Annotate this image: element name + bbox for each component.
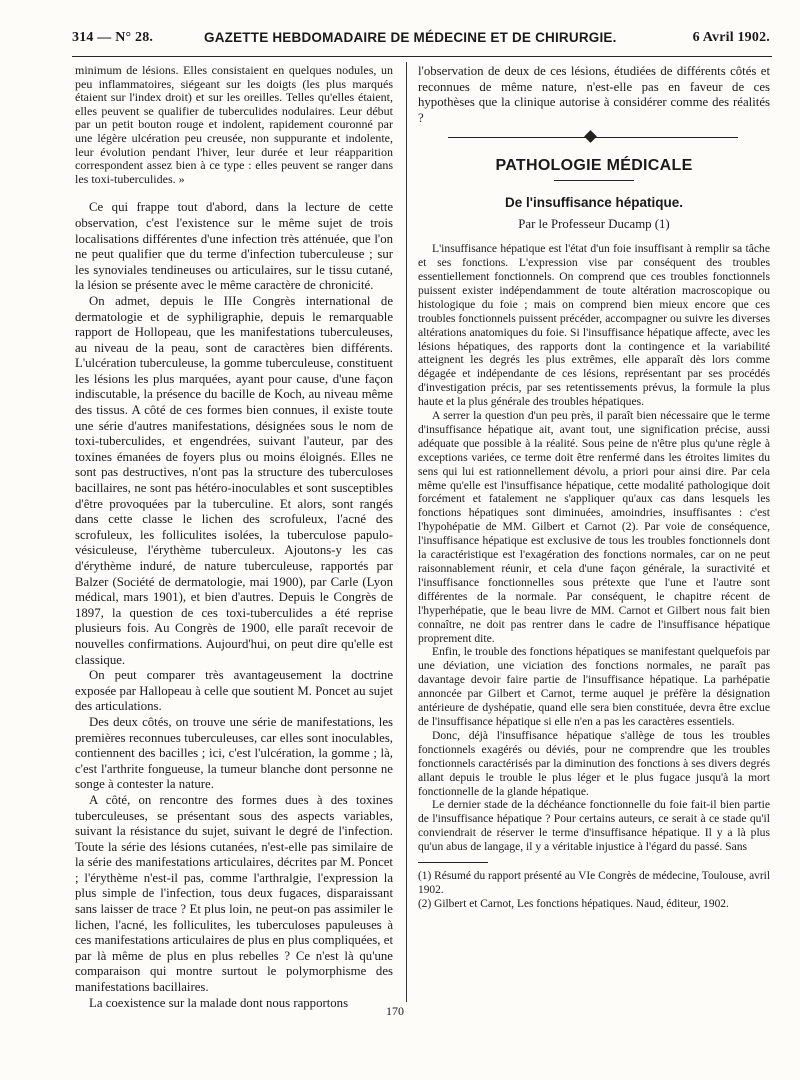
paragraph: A serrer la question d'un peu près, il paraît bien nécessaire que le terme d'insuffisance hépatique ait, avant tout, une signification précise, aussi adéquate que possible à la réalité. Sous peine de n'être plus qu'une règle à exceptions variées, ce terme doit être renfermé dans les étroites limites du sens qui lui est rationnellement dévolu, a priori pour ainsi dire. Par cela même qu'elle est l'insuffisance hépatique, cette modalité pathologique doit forcément et fatalement ne s'appliquer qu'aux cas dans lesquels les fonctions hépatiques sont diminuées, amoindries, insuffisantes : c'est l'hypohépatie de MM. Gilbert et Carnot (2). Par voie de conséquence, l'insuffisance hépatique est exclusive de tous les troubles fonctionnels dont la caractéristique est l'exagération des fonctions normales, car on ne peut raisonnablement réunir, et cela d'une façon générale, la suractivité et l'insuffisance fonctionnelles sous prétexte que l'une et l'autre sont différentes de la normale. Par conséquent, le chapitre récent de l'hyperhépatie, que le beau livre de MM. Carnot et Gilbert nous fait bien connaître, ne doit pas rentrer dans le cadre de l'insuffisance hépatique proprement dite. — [418, 409, 770, 645]
running-header — [72, 30, 770, 52]
paragraph: Ce qui frappe tout d'abord, dans la lecture de cette observation, c'est l'existence sur le même sujet de trois localisations différentes d'une infection très atténuée, que l'on ne peut qualifier que du terme d'infection tuberculeuse ; sur les synoviales tendineuses ou articulaires, sur le tissu cutané, la lésion se présente avec le même caractère de chronicité. — [75, 200, 393, 293]
quoted-observation: minimum de lésions. Elles consistaient en quelques nodules, un peu inflammatoires, siégeant sur les doigts (les plus marqués étaient sur l'index droit) et sur les oreilles. Telles qu'elles étaient, elles peuvent se qualifier de tuberculides nodulaires. Leur début par un petit bouton rouge et indolent, rapidement couronné par une légère ulcération peu creusée, non suppurante et indolente, leur évolution pendant l'hiver, leur durée et leur réapparition correspondent assez bien à ce type : elles peuvent se ranger dans les toxi-tuberculides. » — [75, 63, 393, 186]
paragraph: On admet, depuis le IIIe Congrès international de dermatologie et de syphiligraphie, depuis le remarquable rapport de Hollopeau, que les manifestations tuberculeuses, au niveau de la peau, sont de caractères bien différents. L'ulcération tuberculeuse, la gomme tuberculeuse, constituent les lésions les plus marquées, ayant pour cause, d'une façon indiscutable, la présence du bacille de Koch, au niveau même des tissus. A côté de ces formes bien connues, il existe toute une série d'autres manifestations, désignées sous le nom de toxi-tuberculides, et engendrées, suivant l'auteur, par des toxines émanées de foyers plus ou moins éloignés. Elles ne sont pas destructives, n'ont pas la structure des tuberculoses bacillaires, ne sont pas hétéro-inoculables et sont susceptibles d'être provoquées par la tuberculine. Et alors, sont rangés dans cette classe le lichen des scrofuleux, l'acné des scrofuleux, les folliculites isolées, la tuberculose papulo-vésiculeuse, l'érythème tuberculeux. Ajoutons-y les cas d'érythème induré, de nature tuberculeuse, rapportés par Balzer (Société de dermatologie, mai 1900), par Carle (Lyon médical, mars 1901), et bien d'autres. Depuis le Congrès de 1897, la question de ces toxi-tuberculides a été reprise plusieurs fois. Au Congrès de 1900, elle paraît recevoir de nouvelles confirmations. Aujourd'hui, on peut dire qu'elle est classique. — [75, 293, 393, 667]
footnote-rule — [418, 862, 488, 863]
folio: 170 — [386, 1004, 404, 1018]
ornament-divider — [418, 130, 770, 146]
column-divider — [406, 62, 407, 1002]
paragraph: L'insuffisance hépatique est l'état d'un foie insuffisant à remplir sa tâche et ses fonctions. L'expression vise par conséquent des troubles essentiellement fonctionnels. On comprend que ces troubles fonctionnels puissent exister indépendamment de toute altération macroscopique ou histologique du foie ; mais on comprend bien mieux encore que ces troubles fonctionnels puissent précéder, accompagner ou suivre les diverses altérations anatomiques du foie. Si l'insuffisance hépatique affecte, avec les lésions hépatiques, des rapports dont la contingence et la variabilité atteignent les degrés les plus extrêmes, elle apparaît dès lors comme dégagée et indépendante de ces lésions, représentant par ses procédés d'investigation précis, par ses retentissements prévus, la formule la plus haute et la plus générale des troubles hépatiques. — [418, 242, 770, 409]
issue-date: 6 Avril 1902. — [692, 30, 770, 45]
diamond-icon — [584, 131, 597, 144]
paragraph: Donc, déjà l'insuffisance hépatique s'allège de tous les troubles fonctionnels exagérés ou déviés, pour ne comprendre que les troubles fonctionnels caractérisés par la diminution des fonctions à ses divers degrés allant depuis le trouble le plus léger et le plus fugace jusqu'à la mort fonctionnelle de la glande hépatique. — [418, 728, 770, 798]
footnote: (1) Résumé du rapport présenté au VIe Congrès de médecine, Toulouse, avril 1902. — [418, 870, 770, 897]
paragraph: La coexistence sur la malade dont nous rapportons — [89, 995, 349, 1010]
article-title: De l'insuffisance hépatique. — [505, 194, 683, 210]
paragraph: On peut comparer très avantageusement la doctrine exposée par Hallopeau à celle que soutient M. Poncet au sujet des articulations. — [75, 668, 393, 714]
header-rule — [72, 56, 772, 57]
byline: Par le Professeur Ducamp (1) — [518, 216, 670, 231]
left-column — [75, 64, 393, 1011]
journal-title: GAZETTE HEBDOMADAIRE DE MÉDECINE ET DE CHIRURGIE. — [204, 30, 617, 45]
paragraph: l'observation de deux de ces lésions, étudiées de différents côtés et reconnues de même nature, n'est-elle pas en faveur de ces hypothèses que la clinique autorise à considérer comme des réalités ? — [418, 64, 770, 125]
section-heading: PATHOLOGIE MÉDICALE — [495, 157, 693, 175]
paragraph: Le dernier stade de la déchéance fonctionnelle du foie fait-il bien partie de l'insuffisance hépatique ? Pour certains auteurs, ce serait à ce stade qu'il conviendrait de réserver le terme d'insuffisance hépatique. Il y a là plus qu'un abus de langage, il y a véritable injustice à l'égard du passé. Sans — [418, 798, 770, 854]
right-column — [418, 64, 770, 911]
paragraph: A côté, on rencontre des formes dues à des toxines tuberculeuses, se présentant sous des aspects variables, suivant la résistance du sujet, suivant le degré de l'infection. Toute la série des lésions cutanées, n'est-elle pas similaire de la série des manifestations articulaires, décrites par M. Poncet ; l'érythème n'est-il pas, comme l'arthralgie, l'expression la plus simple de l'infection, tous deux fugaces, disparaissant sans laisser de trace ? Et plus loin, ne peut-on pas assimiler le lichen, l'acné, les folliculites, les tuberculoses papuleuses à ces manifestations articulaires de plus en plus compliquées, et par là même de plus en plus rebelles ? Ce n'est là qu'une comparaison qui montre surtout le polymorphisme des manifestations bacillaires. — [75, 792, 393, 995]
page-number: 314 — N° 28. — [72, 30, 154, 45]
paragraph: Enfin, le trouble des fonctions hépatiques se manifestant quelquefois par une déviation, une viciation des fonctions normales, ne paraît pas davantage devoir faire partie de l'insuffisance hépatique. La parhépatie annoncée par Gilbert et Carnot, terme auquel je préfère la désignation antérieure de dyshépatie, quand elle sera bien constituée, devra être exclue de l'insuffisance hépatique si elle n'en a pas les caractères essentiels. — [418, 645, 770, 728]
paragraph: Des deux côtés, on trouve une série de manifestations, les premières reconnues tuberculeuses, car elles sont inoculables, contiennent des bacilles ; ici, c'est l'ulcération, la gomme ; là, c'est l'arthrite fongueuse, la tumeur blanche dont personne ne songe à contester la nature. — [75, 714, 393, 792]
footnote: (2) Gilbert et Carnot, Les fonctions hépatiques. Naud, éditeur, 1902. — [418, 898, 729, 911]
short-rule — [554, 180, 634, 181]
